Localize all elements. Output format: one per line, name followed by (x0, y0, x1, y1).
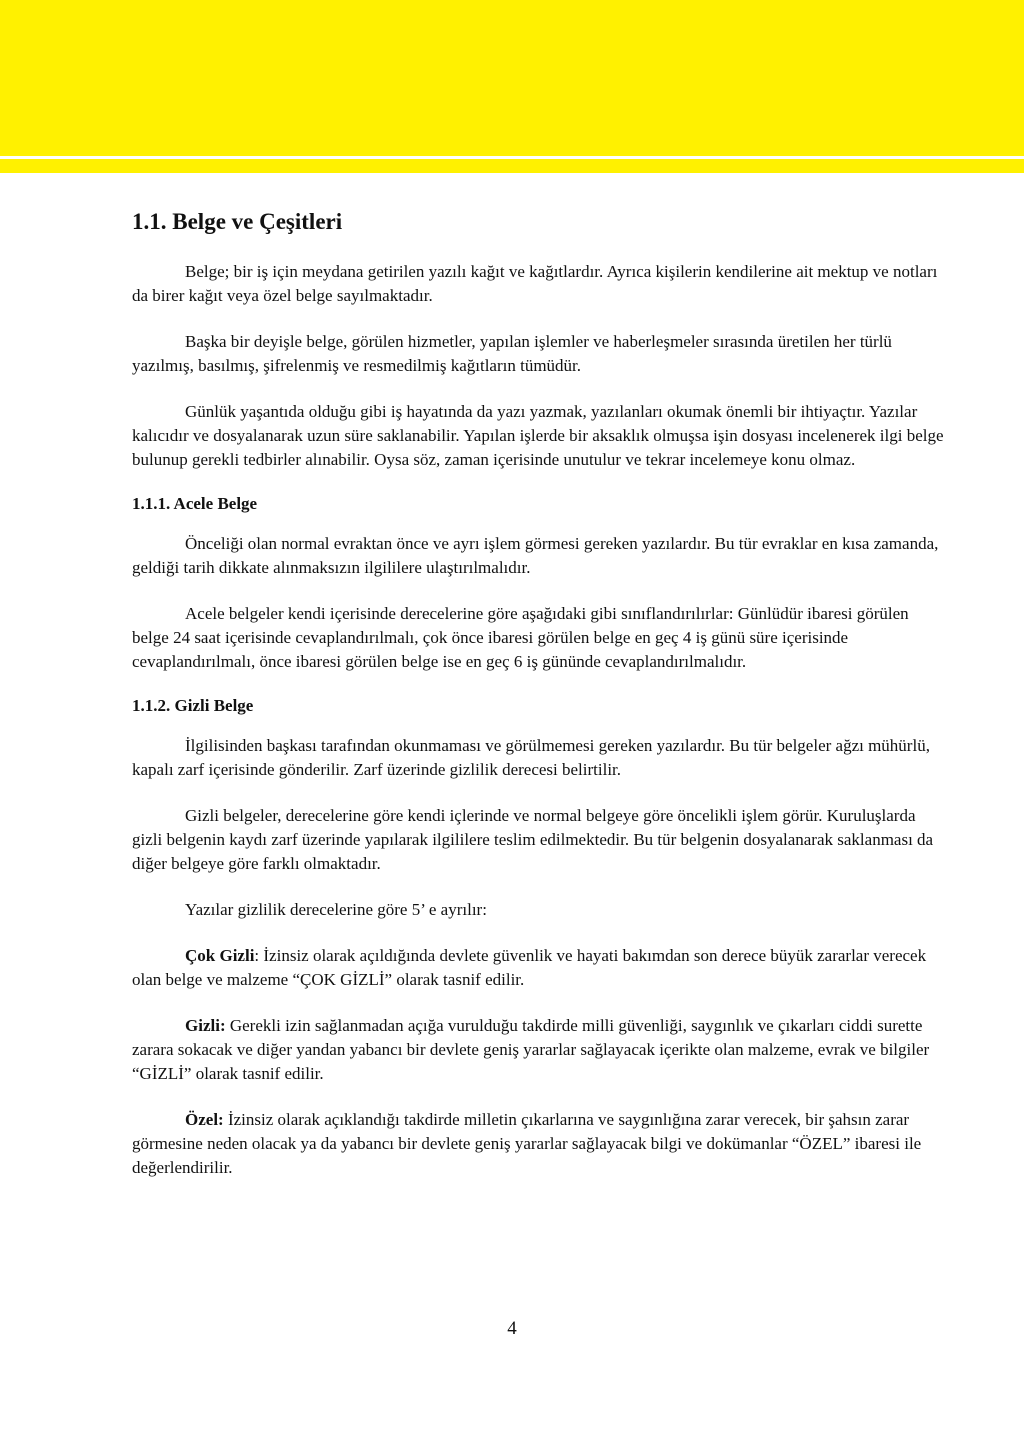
level-cok-gizli (132, 944, 947, 992)
level-term: Gizli: (185, 1016, 226, 1036)
page-number: 4 (507, 1318, 517, 1339)
level-term: Özel: (185, 1110, 224, 1130)
header-banner (0, 0, 1024, 156)
paragraph: Belge; bir iş için meydana getirilen yazılı kağıt ve kağıtlardır. Ayrıca kişilerin kendilerine ait mektup ve notları da birer kağıt veya özel belge sayılmaktadır. (132, 261, 938, 305)
subsection-title-gizli: 1.1.2. Gizli Belge (132, 695, 254, 715)
paragraph: İlgilisinden başkası tarafından okunmaması ve görülmemesi gereken yazılardır. Bu tür belgeler ağzı mühürlü, kapalı zarf içerisinde gönderilir. Zarf üzerinde gizlilik derecesi belirtilir. (132, 736, 930, 780)
subsection-title-acele: 1.1.1. Acele Belge (132, 493, 258, 513)
paragraph: Günlük yaşantıda olduğu gibi iş hayatında da yazı yazmak, yazılanları okumak önemli bir ihtiyaçtır. Yazılar kalıcıdır ve dosyalanarak uzun süre saklanabilir. Yapılan işlerde bir aksaklık olmuşsa işin dosyası incelenerek ilgi belge bulunup gerekli tedbirler alınabilir. Oysa söz, zaman içerisinde unutulur ve tekrar incelemeye konu olmaz. (132, 401, 944, 469)
paragraph: Gizli belgeler, derecelerine göre kendi içlerinde ve normal belgeye göre öncelikli işlem görür. Kuruluşlarda gizli belgenin kaydı zarf üzerinde yapılarak ilgililere teslim edilmektedir. Bu tür belgenin dosyalanarak saklanması da diğer belgeye göre farklı olmaktadır. (132, 806, 934, 874)
level-term: Çok Gizli (185, 946, 255, 966)
level-text: İzinsiz olarak açıklandığı takdirde milletin çıkarlarına ve saygınlığına zarar verecek, bir şahsın zarar görmesine neden olacak ya da yabancı bir devlete geniş yararlar sağlayacak bilgi ve dokümanlar “ÖZEL” ibaresi ile değerlendirilir. (132, 1110, 922, 1178)
level-text: : İzinsiz olarak açıldığında devlete güvenlik ve hayati bakımdan son derece büyük zararlar verecek olan belge ve malzeme “ÇOK GİZLİ” olarak tasnif edilir. (132, 946, 927, 990)
paragraph: Yazılar gizlilik derecelerine göre 5’ e ayrılır: (185, 900, 487, 920)
level-gizli (132, 1014, 947, 1086)
page-content (132, 208, 947, 1202)
level-text: Gerekli izin sağlanmadan açığa vurulduğu takdirde milli güvenliği, saygınlık ve çıkarları ciddi surette zarara sokacak ve diğer yandan yabancı bir devlete geniş yararlar sağlayacak içerikte olan malzeme, evrak ve bilgiler “GİZLİ” olarak tasnif edilir. (132, 1016, 930, 1084)
level-ozel (132, 1108, 947, 1180)
paragraph: Acele belgeler kendi içerisinde derecelerine göre aşağıdaki gibi sınıflandırılırlar: Günlüdür ibaresi görülen belge 24 saat içerisinde cevaplandırılmalı, çok önce ibaresi görülen belge en geç 4 iş günü süre içerisinde cevaplandırılmalı, önce ibaresi görülen belge ise en geç 6 iş gününde cevaplandırılmalıdır. (132, 603, 909, 671)
section-title: 1.1. Belge ve Çeşitleri (132, 209, 343, 234)
header-stripe (0, 159, 1024, 173)
paragraph: Başka bir deyişle belge, görülen hizmetler, yapılan işlemler ve haberleşmeler sırasında üretilen her türlü yazılmış, basılmış, şifrelenmiş ve resmedilmiş kağıtların tümüdür. (132, 331, 892, 375)
paragraph: Önceliği olan normal evraktan önce ve ayrı işlem görmesi gereken yazılardır. Bu tür evraklar en kısa zamanda, geldiği tarih dikkate alınmaksızın ilgililere ulaştırılmalıdır. (132, 533, 939, 577)
